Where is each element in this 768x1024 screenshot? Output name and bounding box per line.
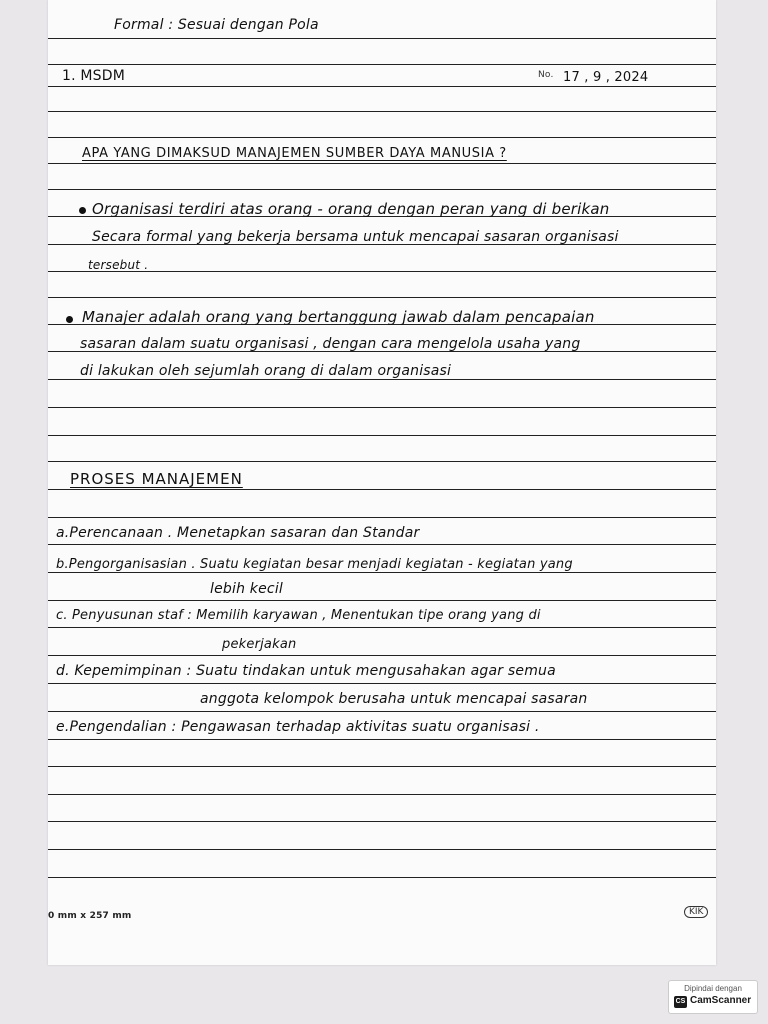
- date-value: 17 , 9 , 2024: [563, 70, 649, 85]
- paragraph-line: tersebut .: [88, 258, 149, 272]
- ruled-line: [48, 600, 716, 601]
- process-item-b: b.Pengorganisasian . Suatu kegiatan besar menjadi kegiatan - kegiatan yang: [56, 557, 573, 572]
- section-title: PROSES MANAJEMEN: [70, 470, 243, 488]
- ruled-line: [48, 849, 716, 850]
- ruled-line: [48, 137, 716, 138]
- process-item-b-cont: lebih kecil: [210, 581, 283, 597]
- ruled-line: [48, 407, 716, 408]
- bullet-marker: [79, 207, 86, 214]
- ruled-line: [48, 297, 716, 298]
- ruled-line: [48, 821, 716, 822]
- camscanner-logo-icon: CS: [674, 996, 687, 1008]
- scanner-name: CamScanner: [690, 995, 752, 1006]
- ruled-line: [48, 655, 716, 656]
- camscanner-badge: [668, 980, 758, 1014]
- process-item-c: c. Penyusunan staf : Memilih karyawan , Menentukan tipe orang yang di: [56, 608, 541, 623]
- ruled-line: [48, 517, 716, 518]
- process-item-c-cont: pekerjakan: [222, 637, 297, 652]
- process-item-d: d. Kepemimpinan : Suatu tindakan untuk mengusahakan agar semua: [56, 663, 556, 679]
- date-label: No.: [538, 70, 554, 80]
- ruled-line: [48, 189, 716, 190]
- process-item-e: e.Pengendalian : Pengawasan terhadap aktivitas suatu organisasi .: [56, 719, 540, 735]
- paragraph-line: sasaran dalam suatu organisasi , dengan cara mengelola usaha yang: [80, 336, 581, 352]
- paragraph-line: Organisasi terdiri atas orang - orang dengan peran yang di berikan: [92, 200, 610, 218]
- ruled-line: [48, 38, 716, 39]
- ruled-line: [48, 163, 716, 164]
- ruled-line: [48, 711, 716, 712]
- ruled-line: [48, 489, 716, 490]
- paragraph-line: Secara formal yang bekerja bersama untuk mencapai sasaran organisasi: [92, 229, 619, 245]
- scanner-caption: Dipindai dengan: [684, 984, 742, 993]
- ruled-line: [48, 794, 716, 795]
- ruled-line: [48, 64, 716, 65]
- paper-size-label: 0 mm x 257 mm: [48, 911, 132, 921]
- ruled-line: [48, 877, 716, 878]
- ruled-line: [48, 683, 716, 684]
- ruled-line: [48, 766, 716, 767]
- ruled-line: [48, 739, 716, 740]
- question-heading: APA YANG DIMAKSUD MANAJEMEN SUMBER DAYA MANUSIA ?: [82, 146, 507, 161]
- paragraph-line: di lakukan oleh sejumlah orang di dalam organisasi: [80, 363, 452, 379]
- header-note: Formal : Sesuai dengan Pola: [114, 17, 319, 33]
- process-item-d-cont: anggota kelompok berusaha untuk mencapai sasaran: [200, 691, 588, 707]
- ruled-line: [48, 461, 716, 462]
- process-item-a: a.Perencanaan . Menetapkan sasaran dan Standar: [56, 525, 420, 541]
- ruled-line: [48, 435, 716, 436]
- ruled-line: [48, 111, 716, 112]
- brand-mark: KIK: [684, 906, 708, 918]
- bullet-marker: [66, 316, 73, 323]
- paragraph-line: Manajer adalah orang yang bertanggung jawab dalam pencapaian: [82, 308, 595, 326]
- ruled-line: [48, 544, 716, 545]
- ruled-line: [48, 627, 716, 628]
- subject-heading: 1. MSDM: [62, 68, 126, 84]
